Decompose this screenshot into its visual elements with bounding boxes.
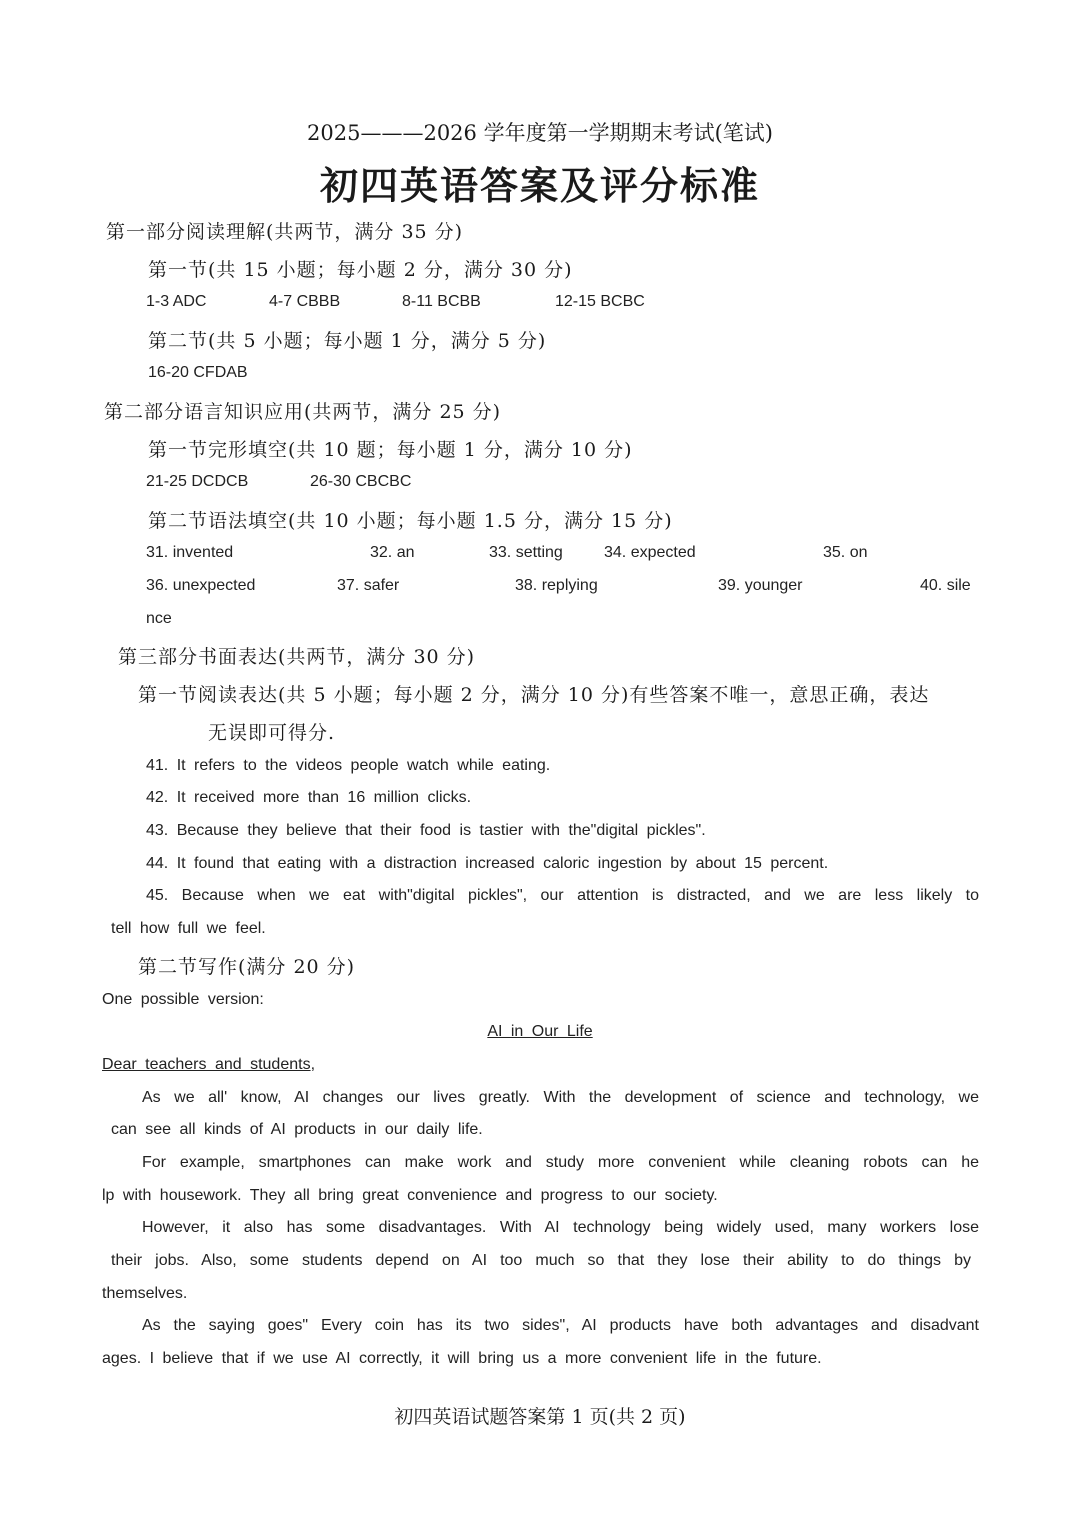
essay-line: ages. I believe that if we use AI correctly, it will bring us a more convenient life in the future. xyxy=(102,1350,822,1367)
salutation-comma: , xyxy=(310,1056,316,1073)
essay-line: can see all kinds of AI products in our daily life. xyxy=(111,1121,483,1138)
reading-answer: 42. It received more than 16 million clicks. xyxy=(146,789,472,806)
page-title: 初四英语答案及评分标准 xyxy=(319,163,760,208)
grammar-answer: 31. invented xyxy=(146,544,234,561)
part2-section2-heading: 第二节语法填空(共 10 小题；每小题 1.5 分，满分 15 分) xyxy=(148,510,673,532)
salutation-text: Dear teachers and students xyxy=(102,1056,311,1073)
grammar-answer: 35. on xyxy=(823,544,868,561)
answer-group: 4-7 CBBB xyxy=(269,293,341,310)
grammar-answer: 40. sile xyxy=(920,577,971,594)
part3-section1-heading-cont: 无误即可得分. xyxy=(208,722,336,744)
page-footer: 初四英语试题答案第 1 页(共 2 页) xyxy=(394,1406,686,1428)
grammar-answer: 36. unexpected xyxy=(146,577,256,594)
essay-line: As the saying goes" Every coin has its two sides", AI products have both advantages and disadvant xyxy=(142,1317,979,1334)
version-label: One possible version: xyxy=(102,991,264,1008)
essay-line: However, it also has some disadvantages. With AI technology being widely used, many workers lose xyxy=(142,1219,979,1236)
reading-answer-cont: tell how full we feel. xyxy=(111,920,266,937)
exam-subtitle: 2025———2026 学年度第一学期期末考试(笔试) xyxy=(307,121,773,145)
essay-line: lp with housework. They all bring great convenience and progress to our society. xyxy=(102,1187,718,1204)
grammar-answer: 37. safer xyxy=(337,577,400,594)
reading-answer: 43. Because they believe that their food is tastier with the"digital pickles". xyxy=(146,822,706,839)
answer-group: 21-25 DCDCB xyxy=(146,473,249,490)
grammar-answer-wrap: nce xyxy=(146,610,172,627)
part2-heading: 第二部分语言知识应用(共两节，满分 25 分) xyxy=(104,401,502,423)
answer-group: 12-15 BCBC xyxy=(555,293,645,310)
reading-answer: 44. It found that eating with a distraction increased caloric ingestion by about 15 percent. xyxy=(146,855,829,872)
grammar-answer: 39. younger xyxy=(718,577,803,594)
answer-group: 26-30 CBCBC xyxy=(310,473,412,490)
part3-heading: 第三部分书面表达(共两节，满分 30 分) xyxy=(118,646,476,668)
answer-group: 16-20 CFDAB xyxy=(148,364,248,381)
essay-title: AI in Our Life xyxy=(487,1023,593,1040)
grammar-answer: 34. expected xyxy=(604,544,696,561)
grammar-answer: 38. replying xyxy=(515,577,598,594)
essay-salutation xyxy=(102,1056,315,1074)
part1-section2-heading: 第二节(共 5 小题；每小题 1 分，满分 5 分) xyxy=(148,330,547,352)
essay-line: For example, smartphones can make work and study more convenient while cleaning robots can he xyxy=(142,1154,979,1171)
grammar-answer: 32. an xyxy=(370,544,415,561)
part1-section1-heading: 第一节(共 15 小题；每小题 2 分，满分 30 分) xyxy=(148,259,573,281)
part1-heading: 第一部分阅读理解(共两节，满分 35 分) xyxy=(106,221,464,243)
essay-line: themselves. xyxy=(102,1285,188,1302)
part3-section1-heading: 第一节阅读表达(共 5 小题；每小题 2 分，满分 10 分)有些答案不唯一，意思正确，表达 xyxy=(138,684,930,706)
answer-group: 1-3 ADC xyxy=(146,293,207,310)
essay-line: As we all' know, AI changes our lives greatly. With the development of science and technology, we xyxy=(142,1089,979,1106)
answer-group: 8-11 BCBB xyxy=(402,293,481,310)
grammar-answer: 33. setting xyxy=(489,544,563,561)
essay-line: their jobs. Also, some students depend on AI too much so that they lose their ability to do things by xyxy=(111,1252,971,1269)
reading-answer: 41. It refers to the videos people watch while eating. xyxy=(146,757,551,774)
part3-section2-heading: 第二节写作(满分 20 分) xyxy=(138,956,356,978)
reading-answer: 45. Because when we eat with"digital pickles", our attention is distracted, and we are less likely to xyxy=(146,887,979,904)
part2-section1-heading: 第一节完形填空(共 10 题；每小题 1 分，满分 10 分) xyxy=(148,439,633,461)
